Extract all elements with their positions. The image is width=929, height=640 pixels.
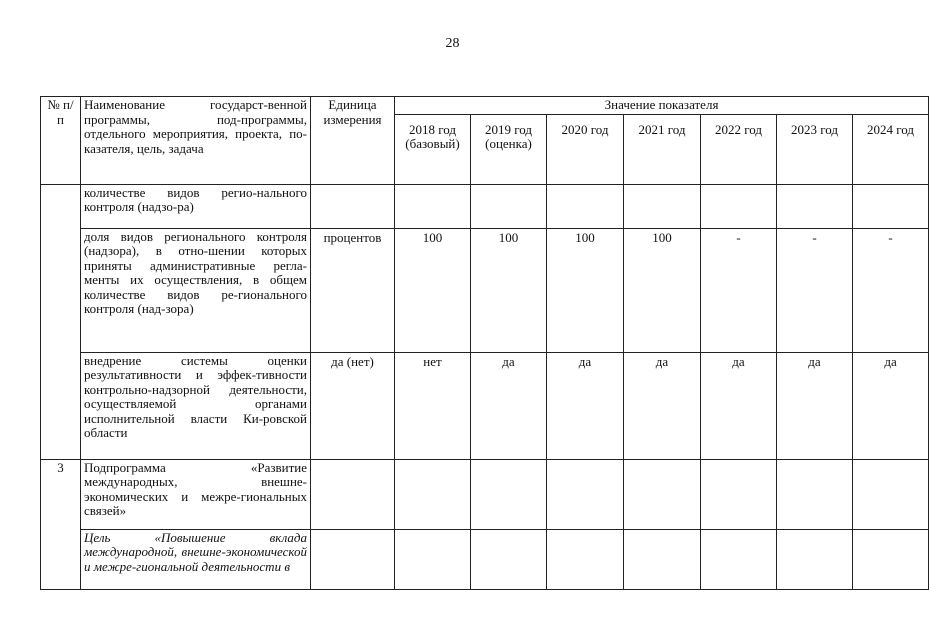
- value-cell: -: [701, 228, 777, 352]
- value-cell: да: [701, 352, 777, 459]
- row-unit: [314, 531, 391, 532]
- value-cell: нет: [395, 352, 471, 459]
- header-unit-cell: [311, 97, 395, 185]
- row-num: 3: [57, 459, 64, 475]
- table-row: [41, 184, 929, 228]
- row-unit: [314, 461, 391, 462]
- row-unit-cell: [311, 228, 395, 352]
- row-name: Подпрограмма «Развитие международных, внешне-экономических и межре-гиональных связей»: [84, 459, 307, 518]
- value-cell: [777, 184, 853, 228]
- row-name-cell: [81, 184, 311, 228]
- row-name: внедрение системы оценки результативности и эффек-тивности контрольно-надзорной деятельности, осуществляемой органами исполнительной власти Ки-ровской области: [84, 352, 307, 440]
- row-unit: [314, 186, 391, 187]
- row-name-cell: [81, 529, 311, 589]
- row-unit-cell: [311, 352, 395, 459]
- row-unit: да (нет): [331, 353, 374, 369]
- value-cell: [547, 529, 624, 589]
- value-cell: [395, 459, 471, 529]
- year-header-2020: 2020 год: [547, 114, 624, 184]
- header-row: [41, 97, 929, 115]
- value-cell: 100: [471, 228, 547, 352]
- value-cell: да: [471, 352, 547, 459]
- row-name: Цель «Повышение вклада международной, внешне-экономической и межре-гиональной деятельности в: [84, 529, 307, 574]
- row-unit: процентов: [323, 229, 382, 245]
- row-num-cell: [41, 459, 81, 589]
- value-cell: [701, 529, 777, 589]
- value-cell: 100: [624, 228, 701, 352]
- header-num-cell: [41, 97, 81, 185]
- year-header-2018: 2018 год (базовый): [395, 114, 471, 184]
- year-header-2022: 2022 год: [701, 114, 777, 184]
- value-cell: 100: [547, 228, 624, 352]
- value-cell: [701, 459, 777, 529]
- value-cell: [853, 459, 929, 529]
- value-cell: -: [853, 228, 929, 352]
- year-header-2024: 2024 год: [853, 114, 929, 184]
- row-num-cell: [41, 184, 81, 459]
- table-row: [41, 228, 929, 352]
- table-row: [41, 459, 929, 529]
- row-name-cell: [81, 459, 311, 529]
- year-header-2023: 2023 год: [777, 114, 853, 184]
- value-cell: 100: [395, 228, 471, 352]
- header-name-cell: [81, 97, 311, 185]
- header-unit: Единица измерения: [323, 97, 382, 127]
- indicators-table: [40, 96, 929, 590]
- value-cell: [395, 529, 471, 589]
- value-cell: [395, 184, 471, 228]
- header-name: Наименование государст-венной программы, под-программы, отдельного мероприятия, проекта, по-казателя, цель, задача: [84, 97, 307, 156]
- value-cell: [701, 184, 777, 228]
- value-cell: [471, 184, 547, 228]
- value-cell: [777, 459, 853, 529]
- row-unit-cell: [311, 529, 395, 589]
- year-header-2021: 2021 год: [624, 114, 701, 184]
- table-row: [41, 529, 929, 589]
- header-value-group: Значение показателя: [604, 97, 719, 112]
- value-cell: [853, 184, 929, 228]
- row-name-cell: [81, 352, 311, 459]
- year-header-2019: 2019 год (оценка): [471, 114, 547, 184]
- value-cell: [853, 529, 929, 589]
- value-cell: [624, 529, 701, 589]
- table-row: [41, 352, 929, 459]
- row-name-cell: [81, 228, 311, 352]
- row-name: доля видов регионального контроля (надзора), в отно-шении которых приняты административные регла-менты их осуществления, в общем количестве видов ре-гионального контроля (над-зора): [84, 228, 307, 316]
- value-cell: да: [624, 352, 701, 459]
- value-cell: [624, 459, 701, 529]
- value-cell: [471, 459, 547, 529]
- value-cell: [777, 529, 853, 589]
- row-name: количестве видов регио-нального контроля (надзо-ра): [84, 184, 307, 214]
- header-num: № п/п: [47, 97, 74, 127]
- value-cell: -: [777, 228, 853, 352]
- value-cell: да: [777, 352, 853, 459]
- row-unit-cell: [311, 184, 395, 228]
- value-cell: да: [853, 352, 929, 459]
- header-value-group-cell: [395, 97, 929, 115]
- value-cell: [624, 184, 701, 228]
- value-cell: [471, 529, 547, 589]
- value-cell: [547, 184, 624, 228]
- value-cell: да: [547, 352, 624, 459]
- page-number: 28: [445, 36, 460, 51]
- value-cell: [547, 459, 624, 529]
- row-unit-cell: [311, 459, 395, 529]
